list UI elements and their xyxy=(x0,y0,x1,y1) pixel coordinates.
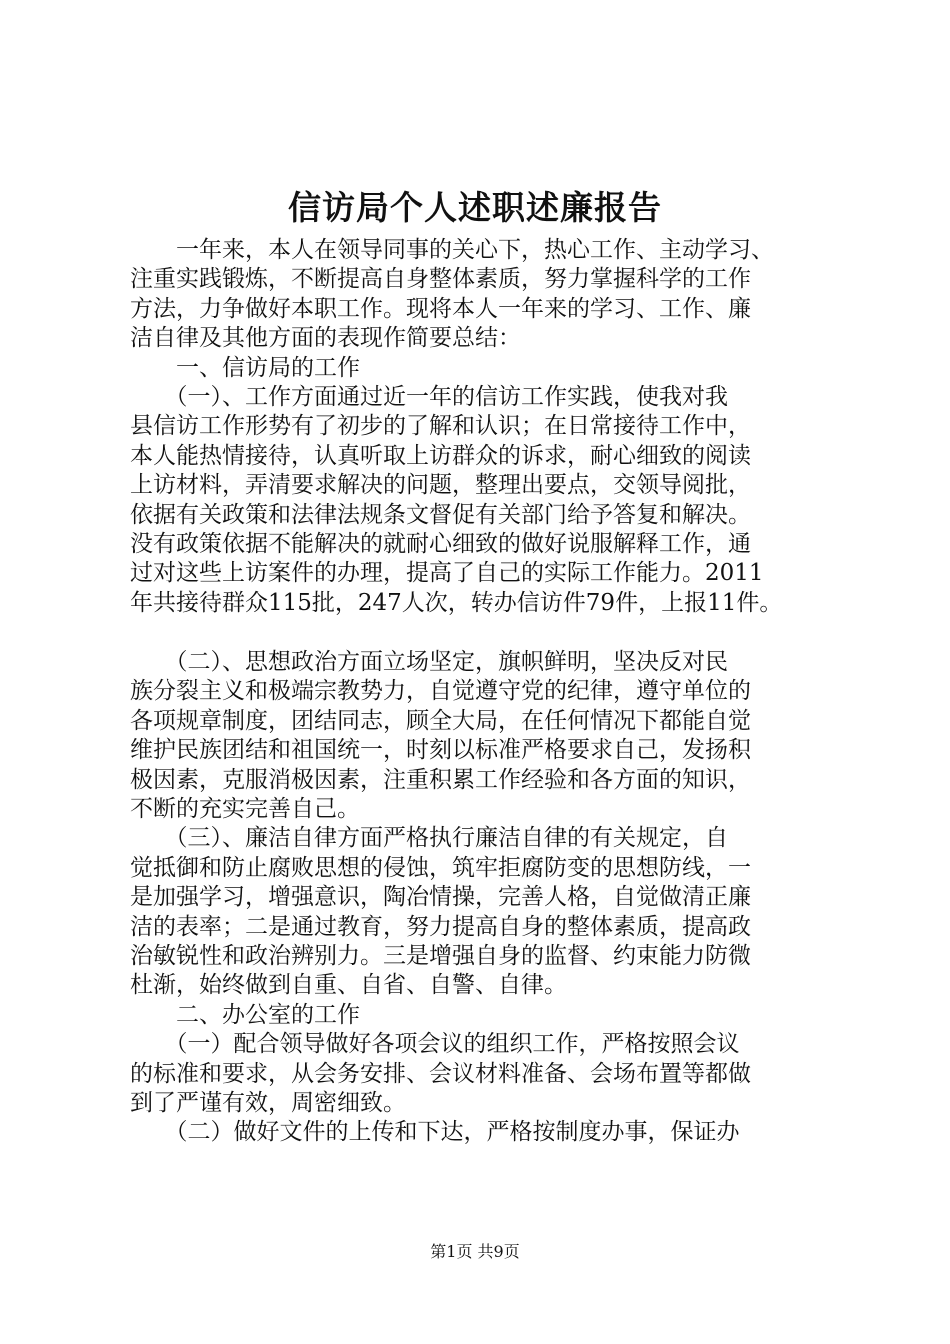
body-line: 的标准和要求，从会务安排、会议材料准备、会场布置等都做 xyxy=(130,1060,751,1087)
body-line: 治敏锐性和政治辨别力。三是增强自身的监督、约束能力防微 xyxy=(130,942,751,969)
body-line: （二）做好文件的上传和下达，严格按制度办事，保证办 xyxy=(130,1119,740,1146)
body-line: 觉抵御和防止腐败思想的侵蚀，筑牢拒腐防变的思想防线，一 xyxy=(130,854,751,881)
section-heading: 一、信访局的工作 xyxy=(130,354,360,381)
page-number-footer: 第1页 共9页 xyxy=(430,1242,520,1261)
body-line: 没有政策依据不能解决的就耐心细致的做好说服解释工作，通 xyxy=(130,530,751,557)
body-line: 不断的充实完善自己。 xyxy=(130,796,360,823)
paragraph-gap xyxy=(130,618,830,648)
body-line: 县信访工作形势有了初步的了解和认识；在日常接待工作中， xyxy=(130,413,751,440)
body-line: 一年来，本人在领导同事的关心下，热心工作、主动学习、 xyxy=(130,237,774,263)
body-line: （一）配合领导做好各项会议的组织工作，严格按照会议 xyxy=(130,1031,740,1058)
body-line: 杜渐，始终做到自重、自省、自警、自律。 xyxy=(130,972,567,999)
body-line: 维护民族团结和祖国统一，时刻以标准严格要求自己，发扬积 xyxy=(130,737,751,764)
body-line: 本人能热情接待，认真听取上访群众的诉求，耐心细致的阅读 xyxy=(130,442,751,469)
body-line: 注重实践锻炼，不断提高自身整体素质，努力掌握科学的工作 xyxy=(130,266,751,293)
body-line: 是加强学习，增强意识，陶冶情操，完善人格，自觉做清正廉 xyxy=(130,884,751,911)
document-body xyxy=(130,236,830,1148)
body-line: 各项规章制度，团结同志，顾全大局，在任何情况下都能自觉 xyxy=(130,707,751,734)
body-line: 依据有关政策和法律法规条文督促有关部门给予答复和解决。 xyxy=(130,501,751,528)
body-line: （一）、工作方面通过近一年的信访工作实践，使我对我 xyxy=(130,383,728,410)
body-line: （二）、思想政治方面立场坚定，旗帜鲜明，坚决反对民 xyxy=(130,649,728,676)
body-line: 洁的表率；二是通过教育，努力提高自身的整体素质，提高政 xyxy=(130,913,751,940)
body-line: 极因素，克服消极因素，注重积累工作经验和各方面的知识， xyxy=(130,766,751,793)
document-title: 信访局个人述职述廉报告 xyxy=(288,188,662,227)
body-line: 方法，力争做好本职工作。现将本人一年来的学习、工作、廉 xyxy=(130,295,751,322)
body-line: （三）、廉洁自律方面严格执行廉洁自律的有关规定，自 xyxy=(130,825,728,852)
body-line: 年共接待群众115批，247人次，转办信访件79件，上报11件。 xyxy=(130,589,783,616)
body-line: 过对这些上访案件的办理，提高了自己的实际工作能力。2011 xyxy=(130,560,764,587)
body-line: 上访材料，弄清要求解决的问题，整理出要点，交领导阅批， xyxy=(130,472,751,499)
body-line: 族分裂主义和极端宗教势力，自觉遵守党的纪律，遵守单位的 xyxy=(130,678,751,705)
body-line: 洁自律及其他方面的表现作简要总结： xyxy=(130,325,521,352)
section-heading: 二、办公室的工作 xyxy=(130,1001,360,1028)
body-line: 到了严谨有效，周密细致。 xyxy=(130,1089,406,1116)
